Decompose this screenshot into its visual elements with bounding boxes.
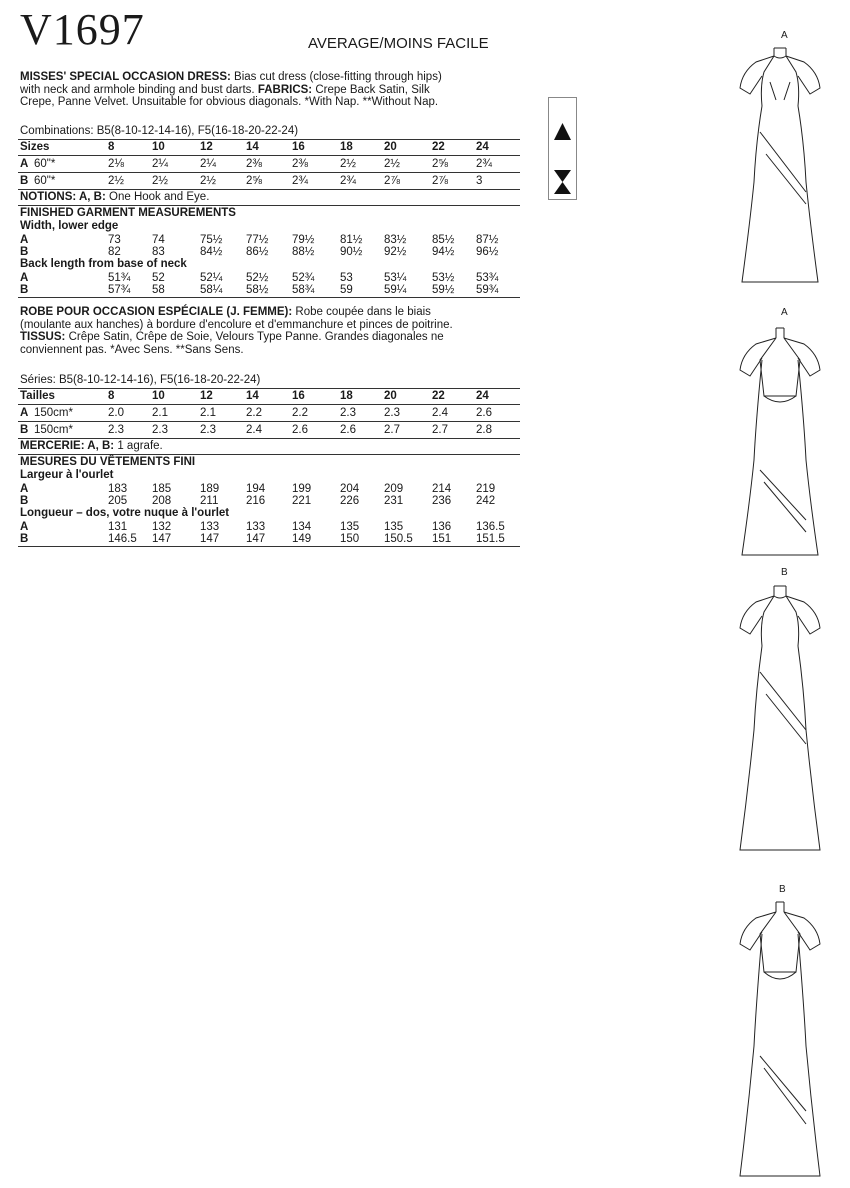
table-cell: 83½: [384, 234, 407, 246]
yardage-row: [20, 158, 520, 171]
yardage-row: [20, 424, 520, 437]
table-cell: 18: [340, 141, 353, 153]
table-cell: 74: [152, 234, 165, 246]
table-cell: 20: [384, 141, 397, 153]
length-row: [20, 284, 520, 297]
pattern-number: V1697: [20, 5, 145, 54]
fabrics-title: FABRICS:: [257, 83, 313, 96]
fabric-width: 60"*: [34, 175, 56, 187]
sizes-header-row: [20, 141, 520, 154]
table-cell: 199: [292, 483, 312, 495]
table-cell: 2½: [152, 175, 168, 187]
table-cell: 14: [246, 390, 259, 402]
table-cell: 86½: [246, 246, 269, 258]
table-cell: 209: [384, 483, 404, 495]
table-cell: 2.3: [152, 424, 168, 436]
table-cell: 2.2: [292, 407, 308, 419]
table-cell: 133: [246, 521, 266, 533]
table-cell: 87½: [476, 234, 499, 246]
desc-text-2: with neck and armhole binding and bust darts.: [20, 83, 258, 96]
table-cell: 52: [152, 272, 165, 284]
french-description: [20, 306, 540, 356]
yardage-row: [20, 407, 520, 420]
row-label: A: [20, 272, 29, 284]
table-cell: 84½: [200, 246, 223, 258]
fr-desc-text-2: (moulante aux hanches) à bordure d'encolure et d'emmanchure et pinces de poitrine.: [20, 318, 453, 331]
table-cell: 3: [476, 175, 483, 187]
table-cell: 85½: [432, 234, 455, 246]
table-cell: 2⅜: [246, 158, 262, 170]
fabrics-text-1: Crepe Back Satin, Silk: [312, 83, 430, 96]
fabric-width: 60"*: [34, 158, 56, 170]
table-cell: 2½: [384, 158, 400, 170]
table-cell: 14: [246, 141, 259, 153]
dress-b-back-drawing: [720, 896, 840, 1181]
table-cell: 75½: [200, 234, 223, 246]
row-label: B: [20, 533, 29, 545]
table-cell: 92½: [384, 246, 407, 258]
table-cell: 150: [340, 533, 360, 545]
fr-desc-title: ROBE POUR OCCASION ESPÉCIALE (J. FEMME):: [20, 306, 293, 318]
table-cell: 90½: [340, 246, 363, 258]
row-label: B: [20, 495, 29, 507]
table-cell: 134: [292, 521, 312, 533]
table-cell: 16: [292, 141, 305, 153]
table-cell: 2.1: [152, 407, 168, 419]
divider: [18, 404, 520, 405]
divider: [18, 546, 520, 547]
table-cell: 183: [108, 483, 128, 495]
table-cell: 53: [340, 272, 353, 284]
table-cell: 2.6: [476, 407, 492, 419]
technical-drawings: [720, 20, 840, 1180]
figure-label-b-back: B: [779, 884, 786, 895]
fr-fabrics-text-1: Crêpe Satin, Crêpe de Soie, Velours Type Panne. Grandes diagonales ne: [65, 331, 444, 343]
divider: [18, 205, 520, 206]
table-cell: 211: [200, 495, 219, 507]
desc-title: MISSES' SPECIAL OCCASION DRESS:: [20, 71, 231, 83]
table-cell: 79½: [292, 234, 315, 246]
table-cell: 2½: [340, 158, 356, 170]
table-cell: 2¼: [152, 158, 168, 170]
series: Séries: B5(8-10-12-14-16), F5(16-18-20-22-24): [20, 374, 261, 386]
table-cell: 2.4: [246, 424, 262, 436]
difficulty-level: AVERAGE/MOINS FACILE: [308, 35, 489, 52]
table-cell: 216: [246, 495, 266, 507]
divider: [18, 139, 520, 140]
table-cell: 2.2: [246, 407, 262, 419]
row-label: B: [20, 246, 29, 258]
fabric-width: 150cm*: [34, 424, 73, 436]
table-cell: 147: [246, 533, 266, 545]
fr-desc-text-1: Robe coupée dans le biais: [292, 306, 431, 318]
table-cell: 151: [432, 533, 452, 545]
table-cell: 2⅝: [432, 158, 448, 170]
length-title: Back length from base of neck: [20, 258, 187, 270]
table-cell: 133: [200, 521, 220, 533]
desc-text-1: Bias cut dress (close-fitting through hips): [230, 71, 442, 83]
table-cell: 22: [432, 390, 445, 402]
table-cell: 2½: [200, 175, 216, 187]
triangle-up-icon[interactable]: [549, 118, 576, 151]
table-cell: 2⅞: [432, 175, 448, 187]
table-cell: 81½: [340, 234, 363, 246]
divider: [18, 438, 520, 439]
table-cell: 59¾: [476, 284, 499, 296]
table-cell: 2.7: [432, 424, 448, 436]
dress-a-front-drawing: [720, 42, 840, 287]
dress-b-front-drawing: [720, 580, 840, 855]
table-cell: 77½: [246, 234, 269, 246]
table-cell: 2¼: [200, 158, 216, 170]
table-cell: 2.3: [108, 424, 124, 436]
table-cell: 2¾: [292, 175, 308, 187]
row-label: A: [20, 234, 29, 246]
hourglass-icon[interactable]: [549, 166, 576, 199]
table-cell: 150.5: [384, 533, 413, 545]
table-cell: 147: [200, 533, 220, 545]
table-cell: 185: [152, 483, 172, 495]
table-cell: 94½: [432, 246, 455, 258]
table-cell: 2.8: [476, 424, 492, 436]
fabrics-text-2: Crepe, Panne Velvet. Unsuitable for obvious diagonals. *With Nap. **Without Nap.: [20, 96, 439, 108]
table-cell: 219: [476, 483, 496, 495]
table-cell: 73: [108, 234, 121, 246]
divider: [18, 388, 520, 389]
table-cell: 59½: [432, 284, 455, 296]
table-cell: 2.6: [340, 424, 356, 436]
table-cell: 8: [108, 141, 115, 153]
figure-label-a-back: A: [781, 307, 788, 318]
table-cell: 147: [152, 533, 172, 545]
table-cell: 136: [432, 521, 452, 533]
finished-measurements-title: MESURES DU VÊTEMENTS FINI: [20, 456, 196, 468]
yardage-row: [20, 175, 520, 188]
figure-label-a-front: A: [781, 30, 788, 41]
length-title: Longueur – dos, votre nuque à l'ourlet: [20, 507, 230, 519]
divider: [18, 454, 520, 455]
table-cell: 58¼: [200, 284, 223, 296]
divider: [18, 297, 520, 298]
row-label: A: [20, 407, 29, 419]
table-cell: 2.7: [384, 424, 400, 436]
table-cell: 204: [340, 483, 360, 495]
table-cell: 53¾: [476, 272, 499, 284]
table-cell: 132: [152, 521, 172, 533]
row-label: A: [20, 158, 29, 170]
table-cell: 52¾: [292, 272, 315, 284]
notions: NOTIONS: A, B: One Hook and Eye.: [20, 191, 210, 203]
table-cell: 52¼: [200, 272, 223, 284]
table-cell: 51¾: [108, 272, 131, 284]
table-cell: 82: [108, 246, 121, 258]
table-cell: 53¼: [384, 272, 407, 284]
table-cell: 151.5: [476, 533, 505, 545]
table-cell: 57¾: [108, 284, 131, 296]
table-cell: 2⅝: [246, 175, 262, 187]
table-cell: 59¼: [384, 284, 407, 296]
table-cell: 16: [292, 390, 305, 402]
divider: [18, 189, 520, 190]
finished-measurements-title: FINISHED GARMENT MEASUREMENTS: [20, 207, 236, 219]
row-label: A: [20, 521, 29, 533]
table-cell: 149: [292, 533, 312, 545]
table-cell: 226: [340, 495, 360, 507]
notions: MERCERIE: A, B: 1 agrafe.: [20, 440, 163, 452]
table-cell: 58¾: [292, 284, 315, 296]
table-cell: 194: [246, 483, 266, 495]
table-cell: 8: [108, 390, 115, 402]
table-cell: 2.4: [432, 407, 448, 419]
table-cell: 10: [152, 390, 165, 402]
divider: [18, 421, 520, 422]
row-label: Tailles: [20, 390, 55, 402]
table-cell: 2¾: [476, 158, 492, 170]
width-title: Largeur à l'ourlet: [20, 469, 114, 481]
row-label: B: [20, 424, 29, 436]
table-cell: 53½: [432, 272, 455, 284]
row-label: B: [20, 284, 29, 296]
table-cell: 20: [384, 390, 397, 402]
table-cell: 52½: [246, 272, 269, 284]
scroll-controls: [548, 97, 577, 200]
divider: [18, 155, 520, 156]
table-cell: 2⅜: [292, 158, 308, 170]
english-description: [20, 71, 530, 109]
row-label: Sizes: [20, 141, 50, 153]
sizes-header-row: [20, 390, 520, 403]
row-label: A: [20, 483, 29, 495]
table-cell: 12: [200, 390, 213, 402]
table-cell: 135: [340, 521, 360, 533]
table-cell: 2.3: [200, 424, 216, 436]
table-cell: 2½: [108, 175, 124, 187]
table-cell: 214: [432, 483, 452, 495]
table-cell: 2.0: [108, 407, 124, 419]
table-cell: 96½: [476, 246, 499, 258]
table-cell: 18: [340, 390, 353, 402]
table-cell: 2⅞: [384, 175, 400, 187]
width-title: Width, lower edge: [20, 220, 119, 232]
table-cell: 189: [200, 483, 220, 495]
table-cell: 59: [340, 284, 353, 296]
table-cell: 58: [152, 284, 165, 296]
table-cell: 2¾: [340, 175, 356, 187]
table-cell: 236: [432, 495, 452, 507]
table-cell: 242: [476, 495, 496, 507]
table-cell: 2.1: [200, 407, 216, 419]
table-cell: 231: [384, 495, 404, 507]
divider: [18, 172, 520, 173]
fr-fabrics-text-2: conviennent pas. *Avec Sens. **Sans Sens.: [20, 343, 244, 356]
table-cell: 221: [292, 495, 312, 507]
table-cell: 146.5: [108, 533, 137, 545]
table-cell: 24: [476, 141, 489, 153]
table-cell: 2⅛: [108, 158, 124, 170]
table-cell: 208: [152, 495, 172, 507]
table-cell: 83: [152, 246, 165, 258]
table-cell: 88½: [292, 246, 315, 258]
table-cell: 10: [152, 141, 165, 153]
table-cell: 2.3: [384, 407, 400, 419]
combinations: Combinations: B5(8-10-12-14-16), F5(16-18-20-22-24): [20, 125, 299, 137]
fr-fabrics-title: TISSUS:: [20, 331, 66, 343]
table-cell: 131: [108, 521, 128, 533]
table-cell: 12: [200, 141, 213, 153]
length-row: [20, 533, 520, 546]
fabric-width: 150cm*: [34, 407, 73, 419]
table-cell: 2.3: [340, 407, 356, 419]
table-cell: 24: [476, 390, 489, 402]
table-cell: 2.6: [292, 424, 308, 436]
figure-label-b-front: B: [781, 567, 788, 578]
table-cell: 205: [108, 495, 128, 507]
row-label: B: [20, 175, 29, 187]
table-cell: 136.5: [476, 521, 505, 533]
dress-a-back-drawing: [720, 320, 840, 560]
table-cell: 58½: [246, 284, 269, 296]
table-cell: 22: [432, 141, 445, 153]
table-cell: 135: [384, 521, 404, 533]
